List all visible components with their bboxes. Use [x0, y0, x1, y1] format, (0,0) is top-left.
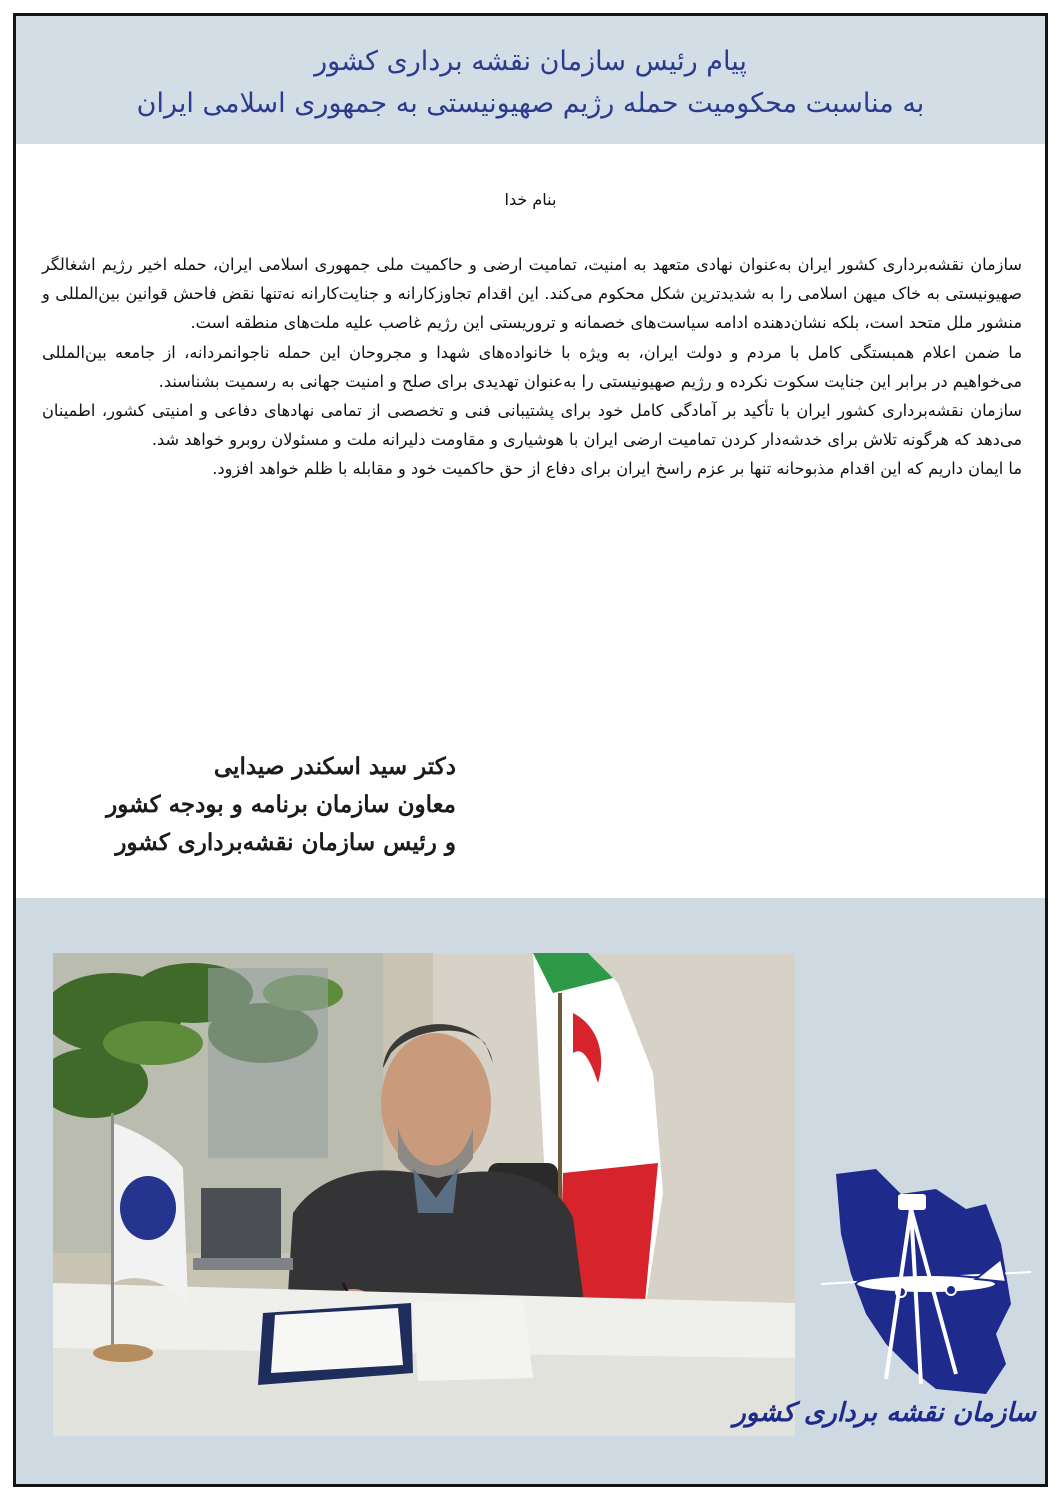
signatory-title-2: و رئیس سازمان نقشه‌برداری کشور	[115, 829, 456, 856]
signatory-title-1: معاون سازمان برنامه و بودجه کشور	[106, 791, 456, 818]
header-band	[16, 16, 1045, 144]
signatory-name: دکتر سید اسکندر صیدایی	[213, 753, 456, 780]
basmala: بنام خدا	[504, 190, 557, 209]
letter-paragraph: ما ایمان داریم که این اقدام مذبوحانه تنها بر عزم راسخ ایران برای دفاع از حق حاکمیت خود و مقابله با ظلم خواهد افزود.	[212, 459, 1022, 479]
title-line-1: پیام رئیس سازمان نقشه برداری کشور	[314, 46, 747, 77]
document-frame	[13, 13, 1048, 1487]
official-photo-illustration	[53, 953, 795, 1436]
letter-paragraph: سازمان نقشه‌برداری کشور ایران به‌عنوان نهادی متعهد به امنیت، تمامیت ارضی و حاکمیت ملی جمهوری اسلامی ایران، حمله اخیر رژیم اشغالگر صهیونیستی به خاک میهن اسلامی را به شدیدترین شکل محکوم می‌کند. این اقدام تجاوزکارانه و جنایت‌کارانه نه‌تنها نقض فاحش قوانین بین‌المللی و منشور ملل متحد است، بلکه نشان‌دهنده ادامه سیاست‌های خصمانه و تروریستی این رژیم غاصب علیه ملت‌های منطقه است.	[42, 255, 1022, 333]
title-line-2: به مناسبت محکومیت حمله رژیم صهیونیستی به جمهوری اسلامی ایران	[136, 88, 925, 119]
signature-block	[56, 748, 456, 862]
organization-name: سازمان نقشه برداری کشور	[733, 1398, 1036, 1428]
organization-logo-icon	[816, 1164, 1036, 1404]
photo-band	[16, 898, 1045, 1487]
letter-body	[42, 250, 1022, 484]
letter-paragraph: سازمان نقشه‌برداری کشور ایران با تأکید بر آمادگی کامل خود برای پشتیبانی فنی و تخصصی از تمامی نهادهای دفاعی و امنیتی کشور، اطمینان می‌دهد که هرگونه تلاش برای خدشه‌دار کردن تمامیت ارضی ایران با هوشیاری و مقاومت دلیرانه ملت و مسئولان روبرو خواهد شد.	[42, 401, 1022, 450]
letter-paragraph: ما ضمن اعلام همبستگی کامل با مردم و دولت ایران، به ویژه با خانواده‌های شهدا و مجروحان این حمله ناجوانمردانه، از جامعه بین‌المللی می‌خواهیم در برابر این جنایت سکوت نکرده و رژیم صهیونیستی را به‌عنوان تهدیدی برای صلح و امنیت جهانی به رسمیت بشناسند.	[42, 342, 1022, 391]
official-photo	[53, 953, 795, 1436]
